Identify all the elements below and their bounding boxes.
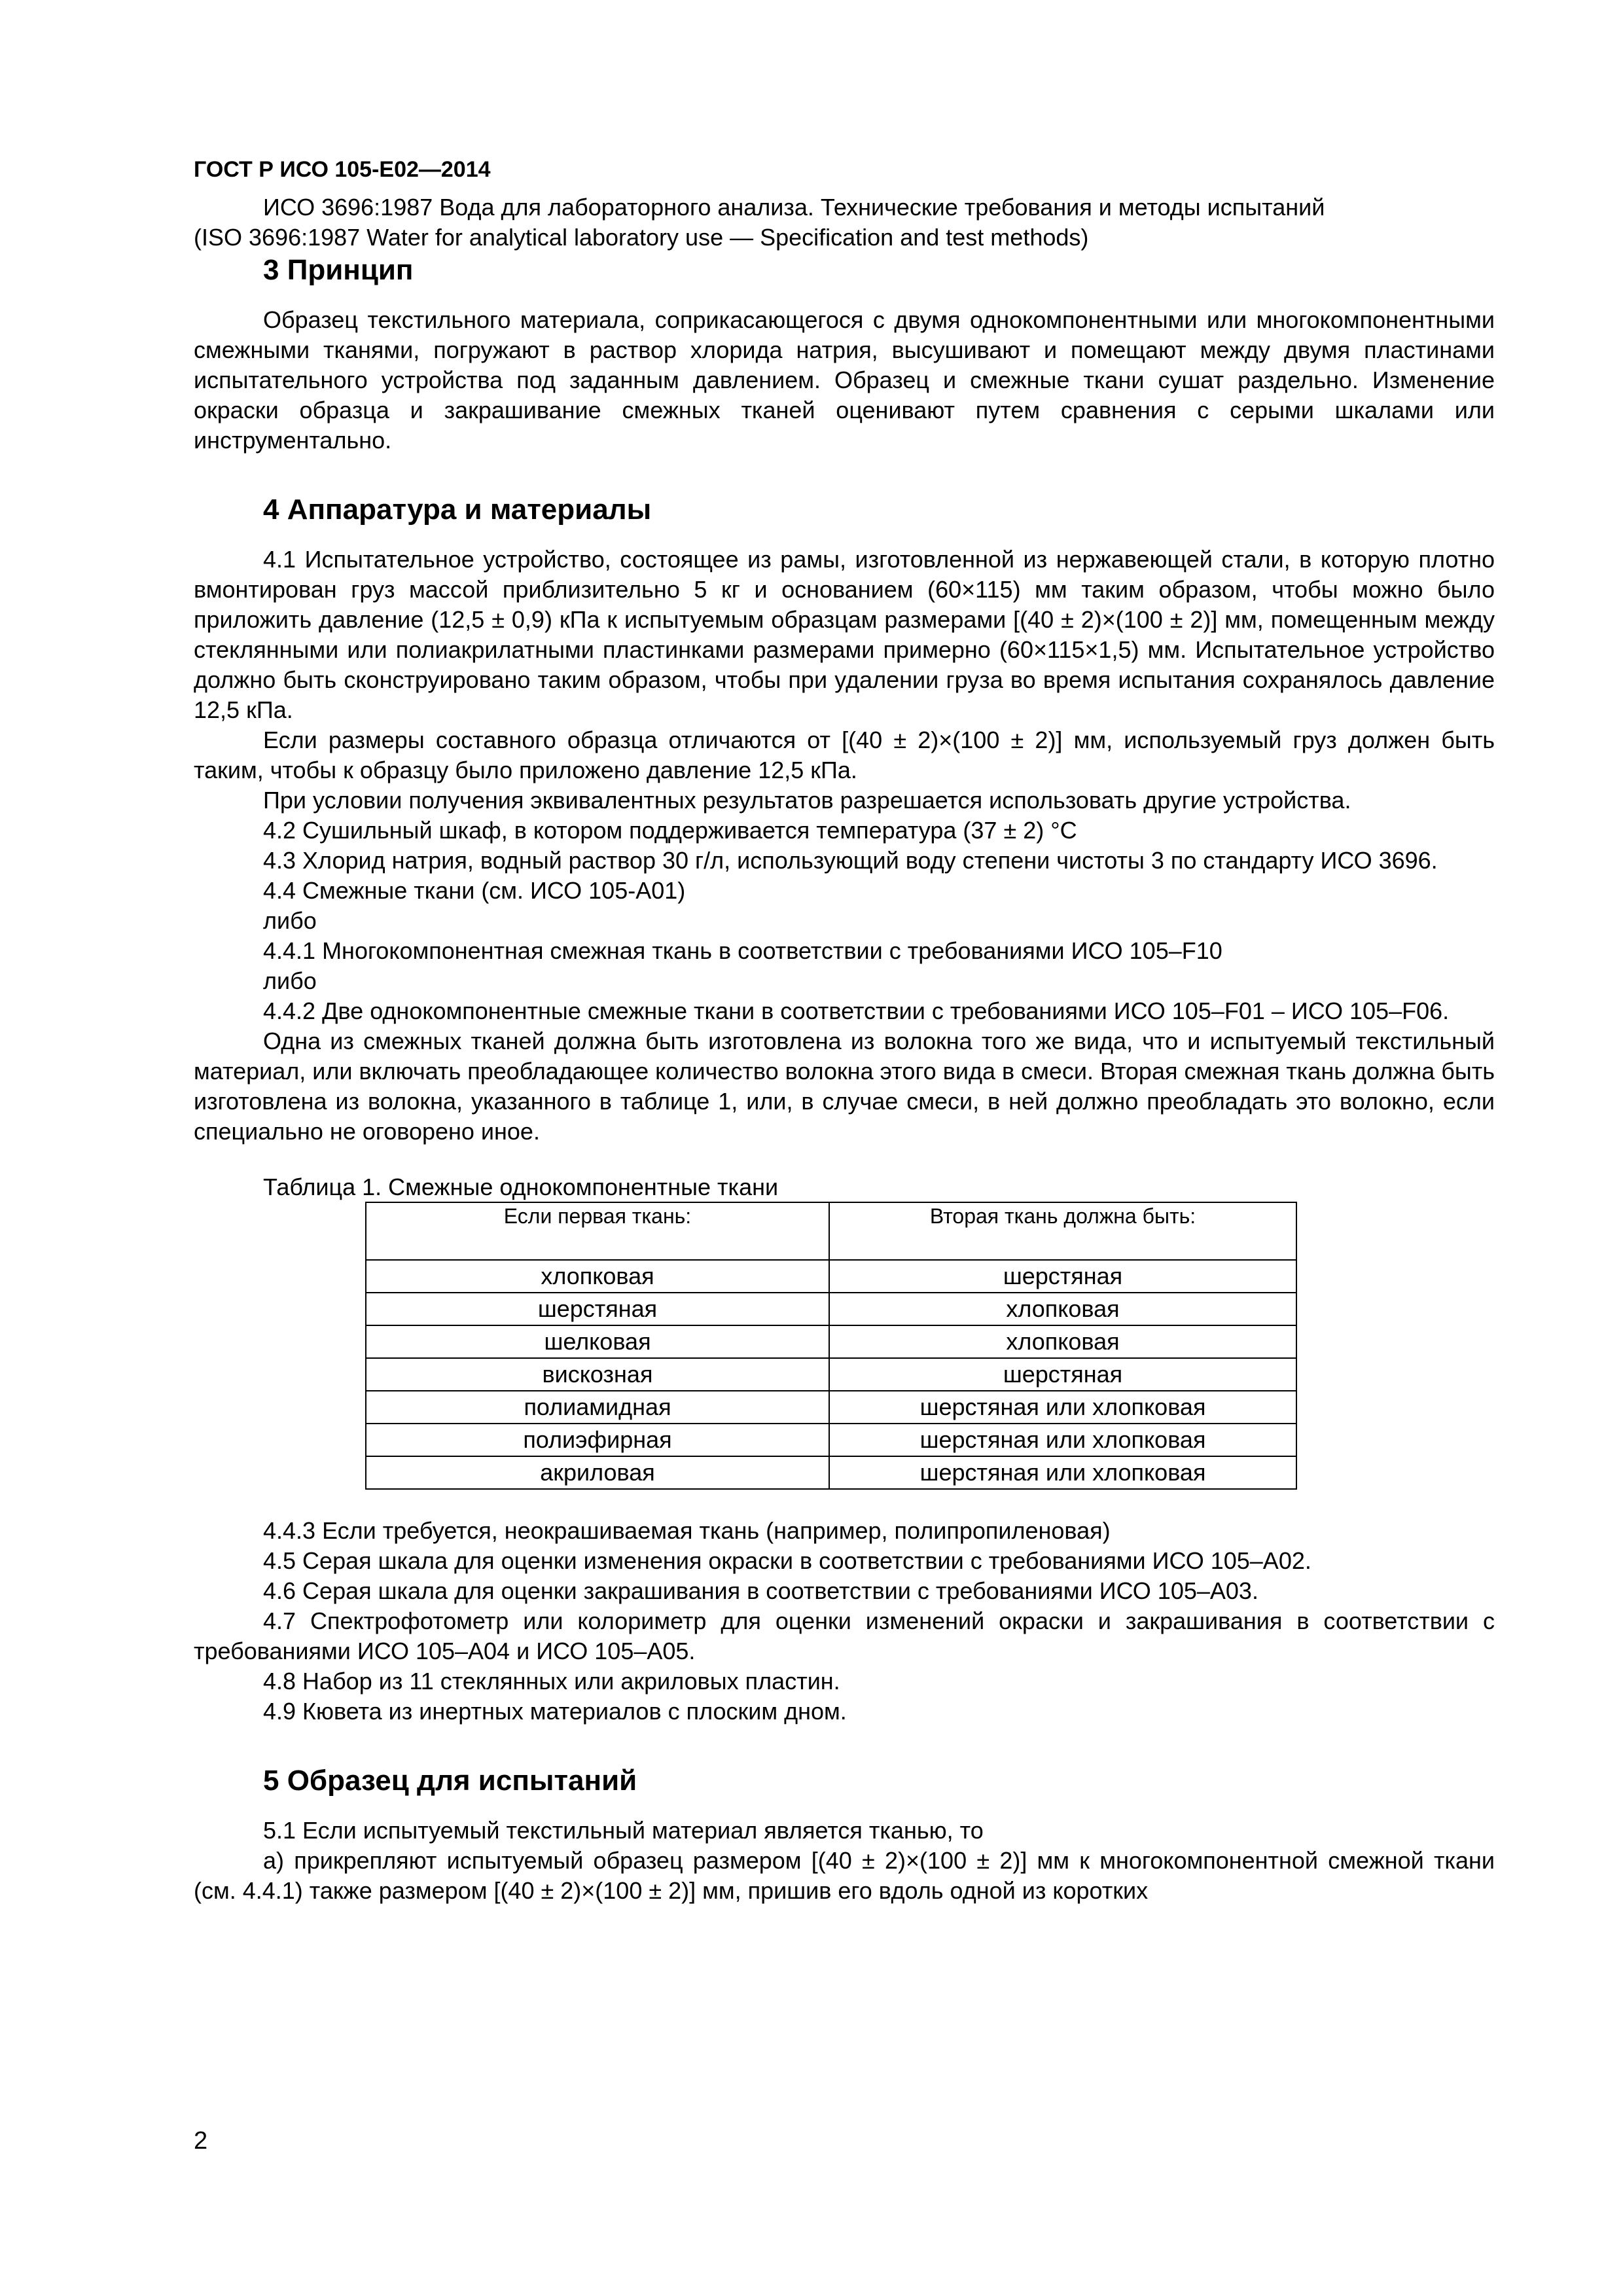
- table-row: [366, 1260, 1296, 1293]
- clause-5-1: 5.1 Если испытуемый текстильный материал является тканью, то: [263, 1817, 984, 1844]
- table-cell: хлопковая: [366, 1260, 829, 1293]
- section-4-title: 4 Аппаратура и материалы: [263, 493, 652, 526]
- table-cell: акриловая: [366, 1456, 829, 1489]
- document-page: [194, 154, 1495, 1906]
- clause-4-3: 4.3 Хлорид натрия, водный раствор 30 г/л, использующий воду степени чистоты 3 по стандарту ИСО 3696.: [263, 847, 1438, 874]
- clause-4-6: 4.6 Серая шкала для оценки закрашивания в соответствии с требованиями ИСО 105–A03.: [263, 1577, 1258, 1604]
- section-3-title: 3 Принцип: [263, 254, 414, 286]
- table-cell: шерстяная или хлопковая: [829, 1456, 1296, 1489]
- clause-4-4-2-b: Одна из смежных тканей должна быть изготовлена из волокна того же вида, что и испытуемый текстильный материал, или включать преобладающее количество волокна этого вида в смеси. Вторая смежная ткань должна быть изготовлена из волокна, указанного в таблице 1, или, в случае смеси, в ней должно преобладать это волокно, если специально не оговорено иное.: [194, 1028, 1495, 1145]
- clause-4-9: 4.9 Кювета из инертных материалов с плоским дном.: [263, 1698, 847, 1725]
- table-row: [366, 1456, 1296, 1489]
- table-cell: вискозная: [366, 1358, 829, 1391]
- table-cell: шерстяная: [829, 1260, 1296, 1293]
- fiber-table: [365, 1202, 1297, 1490]
- table-cell: шелковая: [366, 1325, 829, 1358]
- or-text-2: либо: [263, 967, 317, 994]
- page-number: 2: [194, 2127, 208, 2155]
- clause-4-5: 4.5 Серая шкала для оценки изменения окраски в соответствии с требованиями ИСО 105–A02.: [263, 1547, 1311, 1574]
- clause-4-4-1: 4.4.1 Многокомпонентная смежная ткань в соответствии с требованиями ИСО 105–F10: [263, 937, 1222, 964]
- table-cell: полиамидная: [366, 1391, 829, 1424]
- clause-4-4-2: 4.4.2 Две однокомпонентные смежные ткани в соответствии с требованиями ИСО 105–F01 – ИСО 105–F06.: [263, 997, 1450, 1024]
- clause-4-4-3: 4.4.3 Если требуется, неокрашиваемая ткань (например, полипропиленовая): [263, 1517, 1111, 1544]
- table-cell: полиэфирная: [366, 1424, 829, 1456]
- clause-4-2: 4.2 Сушильный шкаф, в котором поддерживается температура (37 ± 2) °С: [263, 817, 1077, 844]
- table-row: [366, 1293, 1296, 1325]
- table-cell: шерстяная: [829, 1358, 1296, 1391]
- table-cell: шерстяная: [366, 1293, 829, 1325]
- reference-line-2: (ISO 3696:1987 Water for analytical laboratory use — Specification and test methods): [194, 224, 1089, 251]
- clause-4-1-c: При условии получения эквивалентных результатов разрешается использовать другие устройства.: [263, 787, 1351, 814]
- table-header-second: Вторая ткань должна быть:: [829, 1202, 1296, 1260]
- table-caption: Таблица 1. Смежные однокомпонентные ткани: [263, 1174, 779, 1200]
- standard-designation: ГОСТ Р ИСО 105-E02—2014: [194, 157, 491, 182]
- clause-4-7: 4.7 Спектрофотометр или колориметр для оценки изменений окраски и закрашивания в соответствии с требованиями ИСО 105–A04 и ИСО 105–A05.: [194, 1607, 1495, 1664]
- table-header-first: Если первая ткань:: [366, 1202, 829, 1260]
- table-row: [366, 1391, 1296, 1424]
- section-5-title: 5 Образец для испытаний: [263, 1765, 637, 1797]
- table-header-row: [366, 1202, 1296, 1260]
- clause-4-4: 4.4 Смежные ткани (см. ИСО 105-A01): [263, 877, 686, 904]
- section-3-paragraph: Образец текстильного материала, соприкасающегося с двумя однокомпонентными или многокомпонентными смежными тканями, погружают в раствор хлорида натрия, высушивают и помещают между двумя пластинами испытательного устройства под заданным давлением. Образец и смежные ткани сушат раздельно. Изменение окраски образца и закрашивание смежных тканей оценивают путем сравнения с серыми шкалами или инструментально.: [194, 306, 1495, 454]
- table-row: [366, 1424, 1296, 1456]
- table-cell: хлопковая: [829, 1325, 1296, 1358]
- clause-4-1-b: Если размеры составного образца отличаются от [(40 ± 2)×(100 ± 2)] мм, используемый груз должен быть таким, чтобы к образцу было приложено давление 12,5 кПа.: [194, 726, 1495, 783]
- table-cell: шерстяная или хлопковая: [829, 1391, 1296, 1424]
- table-row: [366, 1325, 1296, 1358]
- clause-4-1: 4.1 Испытательное устройство, состоящее из рамы, изготовленной из нержавеющей стали, в которую плотно вмонтирован груз массой приблизительно 5 кг и основанием (60×115) мм таким образом, чтобы можно было приложить давление (12,5 ± 0,9) кПа к испытуемым образцам размерами [(40 ± 2)×(100 ± 2)] мм, помещенным между стеклянными или полиакрилатными пластинками размерами примерно (60×115×1,5) мм. Испытательное устройство должно быть сконструировано таким образом, чтобы при удалении груза во время испытания сохранялось давление 12,5 кПа.: [194, 546, 1495, 723]
- table-cell: шерстяная или хлопковая: [829, 1424, 1296, 1456]
- or-text-1: либо: [263, 907, 317, 934]
- table-row: [366, 1358, 1296, 1391]
- clause-5-1-a: а) прикрепляют испытуемый образец размером [(40 ± 2)×(100 ± 2)] мм к многокомпонентной смежной ткани (см. 4.4.1) также размером [(40 ± 2)×(100 ± 2)] мм, пришив его вдоль одной из коротких: [194, 1847, 1495, 1904]
- reference-line-1: ИСО 3696:1987 Вода для лабораторного анализа. Технические требования и методы испытаний: [263, 194, 1325, 221]
- clause-4-8: 4.8 Набор из 11 стеклянных или акриловых пластин.: [263, 1668, 840, 1695]
- table-cell: хлопковая: [829, 1293, 1296, 1325]
